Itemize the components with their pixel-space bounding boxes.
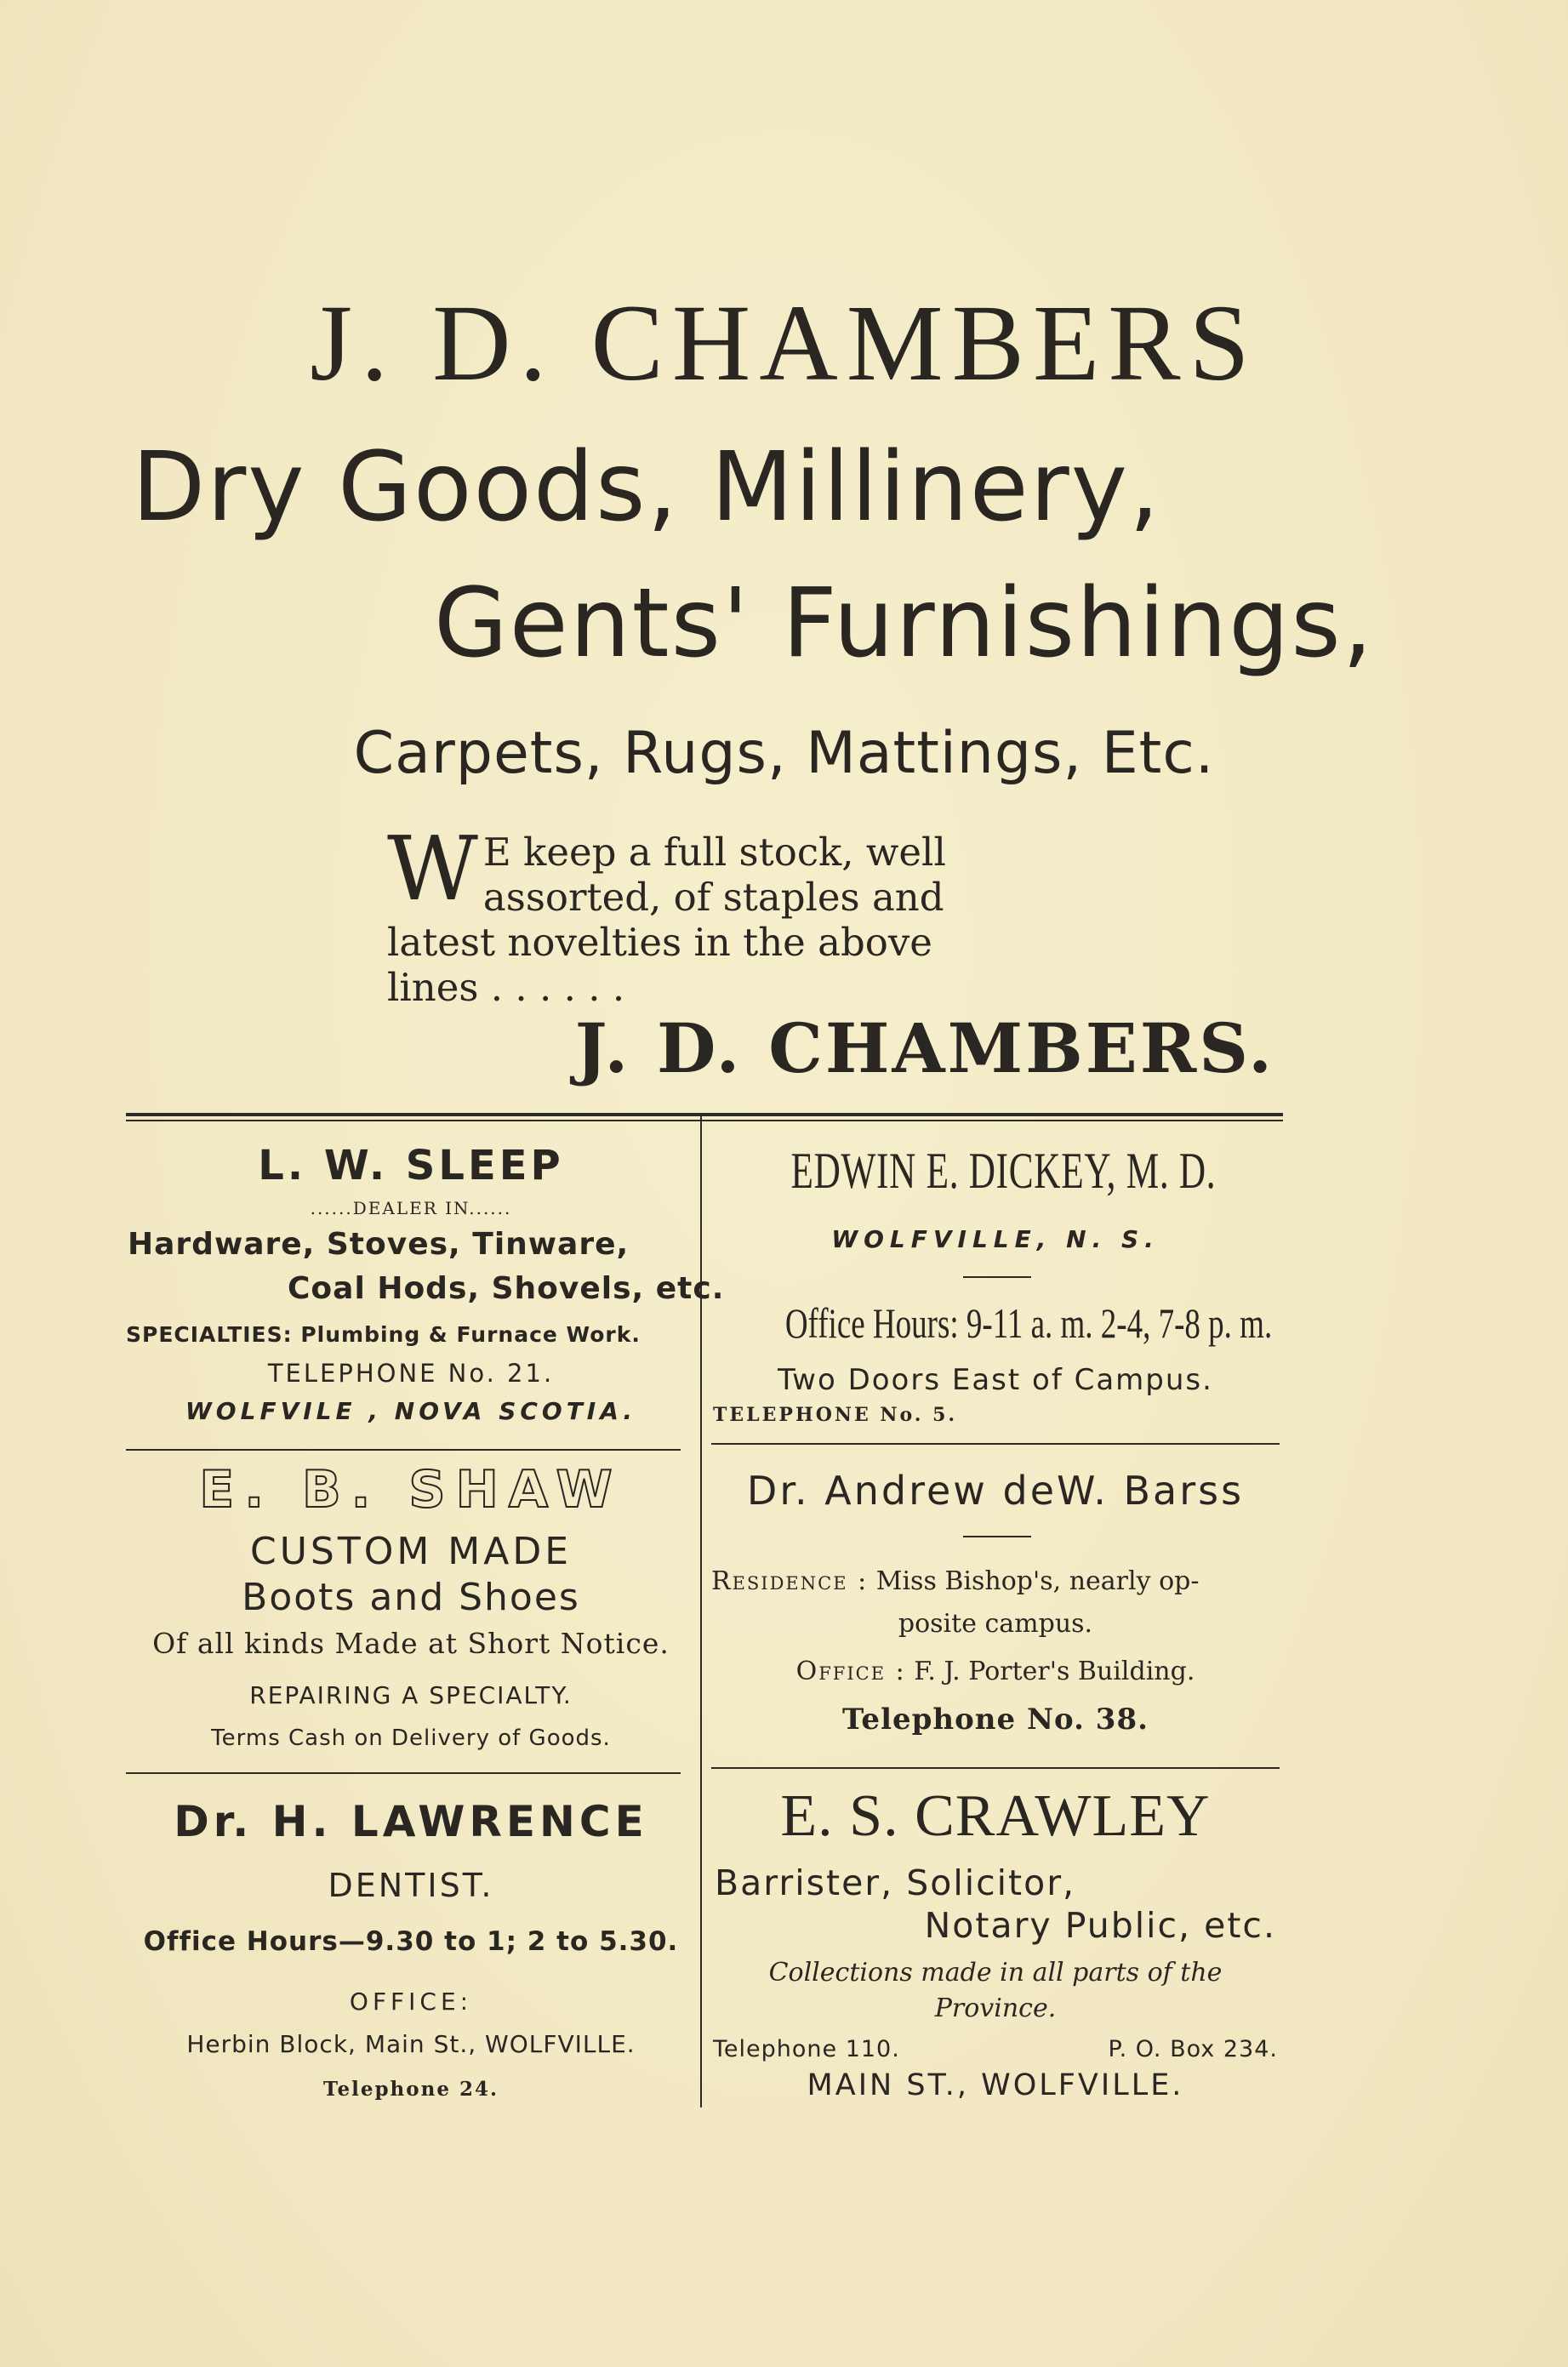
barss-name: Dr. Andrew deW. Barss — [746, 1468, 1245, 1514]
shaw-line1: CUSTOM MADE — [249, 1530, 573, 1573]
lawrence-office: OFFICE: — [349, 1988, 473, 2016]
left-divider-2 — [126, 1772, 681, 1774]
lawrence-telephone: Telephone 24. — [322, 2078, 499, 2101]
lawrence-title: DENTIST. — [328, 1867, 494, 1904]
crawley-telephone: Telephone 110. — [713, 2036, 900, 2062]
chambers-line1: Dry Goods, Millinery, — [132, 432, 1161, 543]
sleep-name: L. W. SLEEP — [258, 1142, 564, 1189]
crawley-italic1: Collections made in all parts of the — [768, 1958, 1223, 1988]
dickey-short-rule — [963, 1276, 1031, 1278]
lawrence-name-a: Dr — [174, 1797, 233, 1846]
barss-residence — [711, 1566, 1200, 1596]
lawrence-name-b: . H. LAWRENCE — [232, 1797, 648, 1846]
crawley-line1: Barrister, Solicitor, — [715, 1862, 1076, 1903]
dickey-telephone: TELEPHONE No. 5. — [713, 1404, 958, 1426]
crawley-ad — [711, 1774, 1280, 2114]
crawley-address: MAIN ST., WOLFVILLE. — [807, 2068, 1184, 2102]
shaw-line4: REPAIRING A SPECIALTY. — [249, 1681, 573, 1709]
sleep-ad — [126, 1123, 725, 1446]
lawrence-address: Herbin Block, Main St., WOLFVILLE. — [186, 2030, 636, 2058]
sleep-line2: Coal Hods, Shovels, etc. — [288, 1271, 725, 1306]
sleep-dealer: ......DEALER IN...... — [310, 1198, 512, 1218]
column-divider — [700, 1116, 702, 2107]
sleep-telephone: TELEPHONE No. 21. — [267, 1359, 555, 1388]
dickey-ad — [711, 1123, 1280, 1442]
shaw-line3: Of all kinds Made at Short Notice. — [152, 1627, 670, 1660]
barss-residence-text2: posite campus. — [898, 1609, 1093, 1639]
dickey-location: Two Doors East of Campus. — [778, 1363, 1213, 1397]
chambers-line2: Gents' Furnishings, — [434, 568, 1375, 679]
barss-residence-label: Residence : — [711, 1566, 869, 1596]
barss-office — [711, 1657, 1280, 1686]
dickey-name: EDWIN E. DICKEY, M. D. — [790, 1143, 1217, 1199]
shaw-name: E. B. SHAW — [199, 1460, 623, 1520]
shaw-ad — [126, 1455, 696, 1770]
chambers-signature: J. D. CHAMBERS. — [574, 1008, 1274, 1088]
dickey-hours: Office Hours: 9-11 a. m. 2-4, 7-8 p. m. — [784, 1299, 1273, 1347]
crawley-pobox: P. O. Box 234. — [1108, 2036, 1278, 2062]
crawley-line2: Notary Public, etc. — [924, 1905, 1276, 1946]
left-divider-1 — [126, 1449, 681, 1451]
chambers-paragraph-text: E keep a full stock, well assorted, of staples and latest novelties in the above lines . . . . . . — [387, 830, 946, 1010]
sleep-specialties: SPECIALTIES: Plumbing & Furnace Work. — [126, 1322, 641, 1347]
top-rule — [126, 1113, 1283, 1116]
lawrence-hours: Office Hours—9.30 to 1; 2 to 5.30. — [143, 1926, 679, 1957]
sleep-place: WOLFVILE , NOVA SCOTIA. — [185, 1397, 637, 1425]
barss-office-label: Office : — [795, 1657, 906, 1686]
crawley-name: E. S. CRAWLEY — [780, 1783, 1211, 1849]
barss-office-text: F. J. Porter's Building. — [914, 1657, 1195, 1686]
right-divider-1 — [711, 1443, 1280, 1445]
barss-short-rule — [963, 1536, 1031, 1537]
lawrence-name — [126, 1797, 696, 1846]
top-rule-thin — [126, 1120, 1283, 1121]
barss-telephone: Telephone No. 38. — [842, 1703, 1149, 1737]
chambers-title: J. D. CHAMBERS — [310, 282, 1258, 403]
barss-ad — [711, 1451, 1280, 1765]
crawley-italic2: Province. — [934, 1993, 1057, 2023]
shaw-line5: Terms Cash on Delivery of Goods. — [211, 1725, 611, 1751]
drop-cap: W — [387, 817, 478, 921]
barss-residence-text: Miss Bishop's, nearly op- — [875, 1566, 1200, 1596]
dickey-place: WOLFVILLE, N. S. — [831, 1225, 1160, 1253]
lawrence-ad — [126, 1778, 696, 2110]
chambers-line3: Carpets, Rugs, Mattings, Etc. — [353, 720, 1215, 787]
sleep-line1: Hardware, Stoves, Tinware, — [128, 1227, 630, 1262]
shaw-line2: Boots and Shoes — [242, 1576, 580, 1619]
right-divider-2 — [711, 1767, 1280, 1769]
chambers-paragraph — [387, 817, 1034, 1010]
